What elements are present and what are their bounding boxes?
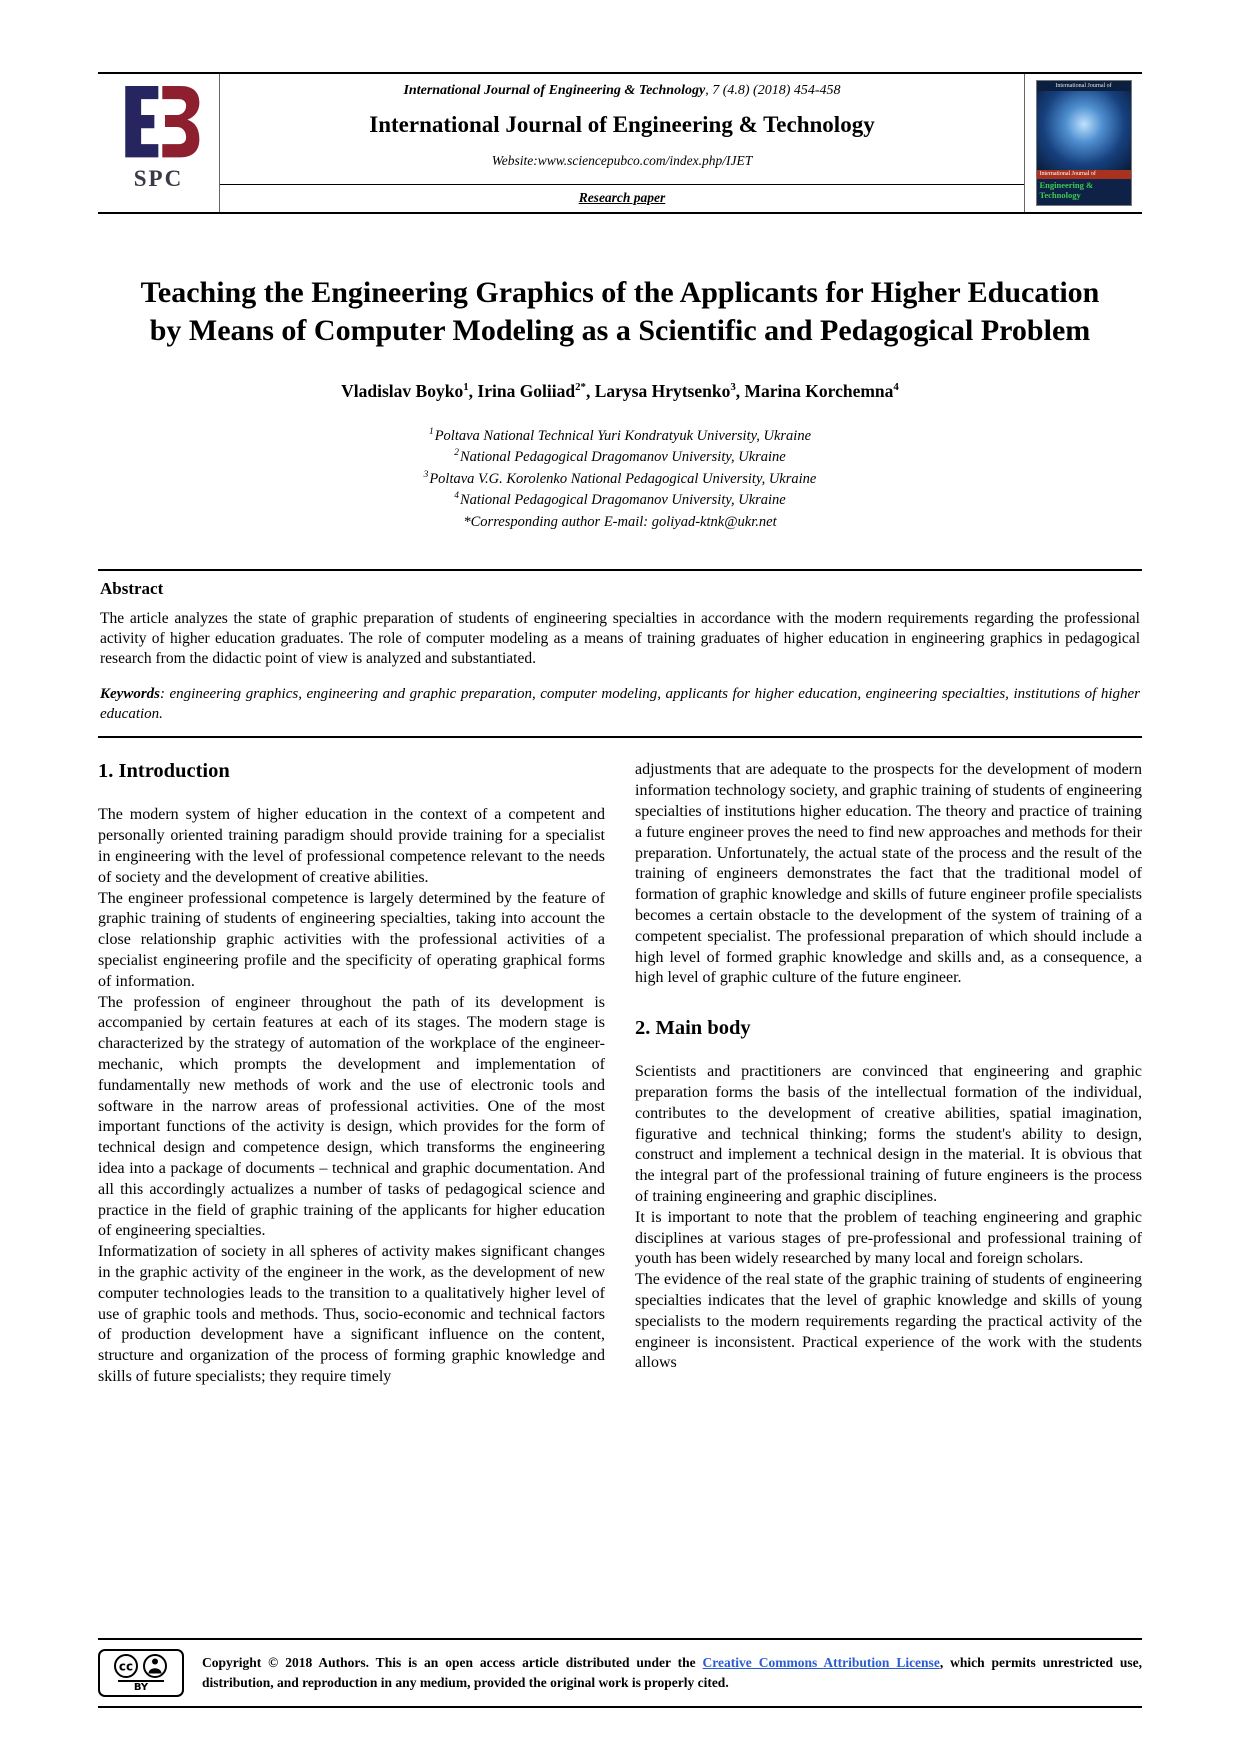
affiliation-line: $^4$National Pedagogical Dragomanov University, Ukraine	[454, 491, 786, 509]
publisher-logo-block	[98, 74, 220, 212]
left-column	[98, 760, 605, 1387]
cc-by-badge	[98, 1649, 184, 1697]
keywords-text: : engineering graphics, engineering and graphic preparation, computer modeling, applicants for higher education, engineering specialties, institutions of higher education.	[100, 686, 1140, 722]
journal-cover-image	[1036, 80, 1132, 206]
license-link[interactable]: Creative Commons Attribution License	[702, 1655, 940, 1671]
affiliation-line: $^1$Poltava National Technical Yuri Kondratyuk University, Ukraine	[428, 426, 812, 444]
spc-logo-icon	[116, 82, 202, 164]
journal-reference-issue: , 7 (4.8) (2018) 454-458	[705, 83, 841, 98]
copyright-text-post: , which permits unrestricted use, distribution, and reproduction in any medium, provided the original work is properly cited.	[202, 1655, 1143, 1690]
author-name: Larysa Hrytsenko$^3$,	[594, 380, 745, 401]
affiliation-line: $^3$Poltava V.G. Korolenko National Pedagogical University, Ukraine	[423, 469, 817, 487]
cover-band-text: International Journal of	[1037, 170, 1131, 179]
author-name: Marina Korchemna$^4$	[744, 380, 899, 401]
affiliations-block	[98, 426, 1142, 533]
copyright-text	[202, 1653, 1142, 1692]
abstract-heading: Abstract	[100, 579, 164, 599]
cover-bottom-text: Engineering & Technology	[1037, 179, 1131, 205]
abstract-section	[98, 569, 1142, 738]
affiliation-line: $^2$National Pedagogical Dragomanov University, Ukraine	[454, 448, 786, 466]
section-heading-main-body: 2. Main body	[635, 1017, 751, 1040]
author-name: Vladislav Boyko$^1$,	[341, 380, 478, 401]
journal-title: International Journal of Engineering & Technology	[369, 112, 875, 137]
keywords-line	[100, 685, 1140, 724]
cc-by-label: BY	[118, 1680, 164, 1693]
paper-type-row	[220, 184, 1024, 212]
corresponding-author: *Corresponding author E-mail: goliyad-ktnk@ukr.net	[463, 513, 777, 530]
journal-reference	[220, 74, 1024, 99]
paragraph: The engineer professional competence is largely determined by the feature of graphic training of students of engineering specialties, taking into account the close relationship graphic activities with the professional activities of a specialist engineering profile and the specificity of operating graphical forms of information.	[98, 889, 605, 990]
paragraph: The profession of engineer throughout the path of its development is accompanied by certain features at each of its stages. The modern stage is characterized by the strategy of automation of the workplace of the engineer-mechanic, which prompts the development and implementation of fundamentally new methods of work and the use of electronic tools and software in the narrow areas of professional activities. One of the most important functions of the activity is design, which provides for the form of technical design and competence design, which transforms the engineering idea into a package of documents – technical and graphic documentation. And all this accordingly actualizes a number of tasks of pedagogical science and practice in the field of graphic training of the applicants for higher education of engineering specialties.	[98, 993, 605, 1240]
article-title: Teaching the Engineering Graphics of the Applicants for Higher Education by Means of Computer Modeling as a Scientific and Pedagogical Problem	[140, 276, 1100, 348]
copyright-text-pre: Copyright © 2018 Authors. This is an open access article distributed under the	[202, 1655, 703, 1671]
paragraph: Scientists and practitioners are convinced that engineering and graphic preparation forms the basis of the intellectual formation of the individual, contributes to the development of creative abilities, spatial imagination, figurative and technical thinking; forms the student's ability to design, construct and implement a technical design in the material. It is obvious that the integral part of the professional training of future engineers is the process of training engineering and graphic disciplines.	[635, 1063, 1142, 1206]
journal-cover-block	[1024, 74, 1142, 212]
introduction-paragraphs	[98, 805, 605, 1387]
creative-commons-icon	[113, 1653, 169, 1679]
abstract-text: The article analyzes the state of graphic preparation of students of engineering specialties in accordance with the modern requirements regarding the professional activity of higher education graduates. The role of computer modeling as a means of training graduates of higher education in engineering graphics in pedagogical research from the didactic point of view is analyzed and substantiated.	[100, 610, 1140, 668]
main-body-paragraphs	[635, 1062, 1142, 1374]
cover-art	[1037, 91, 1131, 170]
journal-header	[98, 72, 1142, 214]
author-name: Irina Goliiad$^{2*}$,	[477, 380, 595, 401]
paragraph: It is important to note that the problem of teaching engineering and graphic disciplines at various stages of pre-professional and professional training of youth has been widely researched by many local and foreign scholars.	[635, 1208, 1142, 1268]
affiliation-lines	[98, 426, 1142, 512]
journal-header-center	[220, 74, 1024, 212]
journal-website: Website:www.sciencepubco.com/index.php/IJET	[491, 153, 753, 168]
introduction-continuation-paragraph: adjustments that are adequate to the prospects for the development of modern information technology society, and graphic training of students of engineering specialties of institutions higher education. The theory and practice of training a future engineer proves the need to find new approaches and methods for their preparation. Unfortunately, the actual state of the process and the result of the training of engineers demonstrates the fact that the traditional model of formation of graphic knowledge and skills of future engineer profile specialists becomes a certain obstacle to the development of the system of training of a competent specialist. The professional preparation of which should include a high level of formed graphic knowledge and skills and, as a consequence, a high level of graphic culture of the future engineer.	[635, 761, 1142, 987]
paragraph: The evidence of the real state of the graphic training of students of engineering specialties indicates that the level of graphic knowledge and skills of young specialists to the modern requirements regarding the practical activity of the engineer is inconsistent. Practical experience of the work with the students allows	[635, 1271, 1142, 1372]
paragraph: Informatization of society in all spheres of activity makes significant changes in the graphic activity of the engineer in the work, as the development of new computer technologies leads to the transition to a qualitatively higher level of use of graphic tools and methods. Thus, socio-economic and technical factors of production development have a significant influence on the content, structure and organization of the process of forming graphic knowledge and skills of future specialists; they require timely	[98, 1243, 605, 1385]
right-column	[635, 760, 1142, 1387]
cover-top-text: International Journal of	[1055, 83, 1112, 89]
paragraph: The modern system of higher education in the context of a competent and personally oriented training paradigm should provide training for a specialist in engineering with the level of professional competence relevant to the needs of society and the development of creative abilities.	[98, 806, 605, 886]
paper-type-label: Research paper	[578, 190, 666, 205]
license-footer	[98, 1638, 1142, 1708]
journal-reference-name: International Journal of Engineering & Technology	[403, 83, 706, 98]
authors-line	[98, 381, 1142, 402]
section-heading-introduction: 1. Introduction	[98, 760, 230, 783]
article-body	[98, 760, 1142, 1387]
publisher-name: SPC	[133, 166, 184, 191]
keywords-label: Keywords	[100, 686, 160, 703]
svg-text:cc: cc	[118, 1659, 134, 1674]
